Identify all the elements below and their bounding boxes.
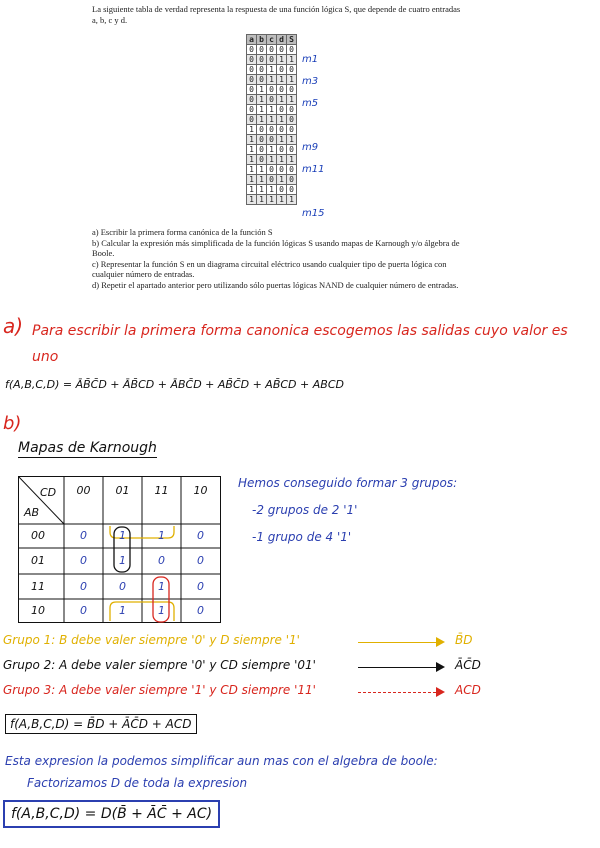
truth-table-row: [247, 125, 297, 135]
kmap-row-header: 11: [31, 579, 45, 593]
truth-table-cell: 0: [277, 185, 287, 195]
truth-table-cell: 1: [247, 195, 257, 205]
truth-table-cell: 0: [287, 165, 297, 175]
part-a-letter: a): [3, 314, 24, 338]
truth-table-cell: 1: [277, 95, 287, 105]
kmap-corner-ab: AB: [24, 506, 40, 519]
truth-table-cell: 0: [267, 165, 277, 175]
truth-table-cell: 0: [287, 115, 297, 125]
truth-table-cell: 1: [287, 55, 297, 65]
truth-table-cell: 0: [257, 45, 267, 55]
final-expression: f(A,B,C,D) = D(B̄ + ĀC̄ + AC): [3, 800, 220, 828]
truth-table-cell: 0: [247, 75, 257, 85]
truth-table-cell: 1: [287, 95, 297, 105]
truth-table-cell: 1: [277, 75, 287, 85]
truth-table-cell: 0: [247, 65, 257, 75]
truth-table-cell: 0: [277, 105, 287, 115]
group-2-arrow-head-icon: [436, 662, 445, 672]
truth-table-cell: 0: [287, 65, 297, 75]
truth-table-row: [247, 105, 297, 115]
truth-table-cell: 0: [277, 85, 287, 95]
truth-table-cell: 1: [247, 175, 257, 185]
truth-table-cell: 0: [257, 135, 267, 145]
task-c: c) Representar la función S en un diagrama circuital eléctrico usando cualquier tipo de puerta lógica con cualquier número de entradas.: [92, 258, 447, 279]
kmap-cell: 0: [197, 604, 204, 617]
canonical-expression: f(A,B,C,D) = ĀB̄C̄D + ĀB̄CD + ĀBC̄D + AB̄C̄D + AB̄CD + ABCD: [5, 378, 344, 391]
truth-table-cell: 1: [287, 195, 297, 205]
truth-table-row: [247, 155, 297, 165]
truth-table-cell: 0: [257, 125, 267, 135]
truth-table-cell: 1: [247, 185, 257, 195]
truth-table-cell: 0: [277, 65, 287, 75]
karnaugh-map: [18, 476, 221, 623]
truth-table-cell: 0: [257, 155, 267, 165]
truth-table-row: [247, 95, 297, 105]
truth-table-cell: 1: [267, 115, 277, 125]
problem-statement: La siguiente tabla de verdad representa la respuesta de una función lógica S, que depende de cuatro entradas a, b, c y d.: [92, 4, 461, 25]
truth-table-row: [247, 135, 297, 145]
truth-table-cell: 1: [257, 185, 267, 195]
truth-table-cell: 0: [247, 95, 257, 105]
truth-table-cell: 0: [287, 175, 297, 185]
truth-table-row: [247, 45, 297, 55]
truth-table-cell: 1: [257, 105, 267, 115]
truth-table-row: [247, 115, 297, 125]
truth-table-cell: 1: [277, 135, 287, 145]
kmap-cell: 0: [80, 579, 87, 593]
truth-table-cell: 1: [247, 155, 257, 165]
kmap-cell: 0: [80, 604, 87, 617]
truth-table-row: [247, 85, 297, 95]
truth-table-cell: 1: [247, 125, 257, 135]
truth-table-cell: 1: [277, 175, 287, 185]
kmap-col-header: 01: [115, 484, 130, 497]
truth-table-cell: 1: [287, 155, 297, 165]
truth-table-header-cell: a: [247, 35, 257, 45]
truth-table-row: [247, 195, 297, 205]
truth-table-cell: 0: [267, 135, 277, 145]
algebra-note-line-2: Factorizamos D de toda la expresion: [27, 776, 248, 790]
truth-table-cell: 0: [267, 95, 277, 105]
truth-table-cell: 0: [257, 55, 267, 65]
truth-table-cell: 0: [277, 125, 287, 135]
group-1-arrow-line: [358, 642, 436, 643]
minterm-label: m3: [302, 76, 319, 87]
truth-table-cell: 1: [257, 95, 267, 105]
kmap-cell: 1: [119, 529, 126, 542]
truth-table-cell: 1: [287, 75, 297, 85]
truth-table-row: [247, 165, 297, 175]
part-a-text: Para escribir la primera forma canonica escogemos las salidas cuyo valor es uno: [32, 323, 568, 365]
kmap-cell: 0: [119, 579, 126, 593]
truth-table-cell: 0: [247, 85, 257, 95]
truth-table-cell: 0: [257, 145, 267, 155]
part-b-letter: b): [3, 413, 22, 434]
truth-table-cell: 0: [267, 85, 277, 95]
truth-table-cell: 0: [287, 45, 297, 55]
truth-table-cell: 1: [247, 165, 257, 175]
group-2-arrow-line: [358, 667, 436, 668]
truth-table-cell: 1: [277, 195, 287, 205]
group-2-result: ĀC̄D: [455, 658, 481, 672]
kmap-row-header: 01: [31, 554, 45, 567]
kmap-row-header: 10: [31, 604, 45, 617]
truth-table-cell: 0: [287, 85, 297, 95]
truth-table-cell: 0: [247, 45, 257, 55]
task-d: d) Repetir el apartado anterior pero utilizando sólo puertas lógicas NAND de cualquier número de entradas.: [92, 279, 459, 290]
truth-table-cell: 0: [267, 125, 277, 135]
problem-block: [0, 0, 600, 305]
truth-table-cell: 1: [267, 195, 277, 205]
group-3-result: ACD: [455, 683, 481, 697]
algebra-note-line-1: Esta expresion la podemos simplificar aun mas con el algebra de boole:: [5, 754, 438, 768]
truth-table-cell: 0: [277, 165, 287, 175]
truth-table-row: [247, 65, 297, 75]
truth-table-cell: 1: [257, 165, 267, 175]
group-3-arrow-head-icon: [436, 687, 445, 697]
group-3-arrow-line: [358, 692, 436, 693]
task-a: a) Escribir la primera forma canónica de la función S: [92, 227, 273, 237]
minterm-label: m11: [302, 164, 325, 175]
task-list: [92, 227, 462, 290]
truth-table-cell: 0: [287, 125, 297, 135]
kmap-cell: 1: [119, 554, 126, 567]
truth-table-cell: 1: [267, 75, 277, 85]
kmap-cell: 1: [119, 604, 126, 617]
truth-table-header-cell: d: [277, 35, 287, 45]
truth-table-cell: 0: [247, 55, 257, 65]
minterm-label: m5: [302, 98, 319, 109]
group-1-arrow-head-icon: [436, 637, 445, 647]
truth-table-header: [247, 35, 297, 45]
truth-table-cell: 1: [277, 155, 287, 165]
truth-table-cell: 0: [267, 45, 277, 55]
kmap-cell: 0: [197, 579, 204, 593]
kmap-cell: 1: [158, 604, 165, 617]
truth-table-cell: 0: [287, 105, 297, 115]
truth-table-cell: 1: [267, 155, 277, 165]
group-2-text: Grupo 2: A debe valer siempre '0' y CD siempre '01': [3, 658, 316, 672]
truth-table-cell: 0: [247, 115, 257, 125]
kmap-heading: Mapas de Karnough: [18, 440, 157, 456]
kmap-col-header: 00: [76, 484, 91, 497]
truth-table-cell: 1: [247, 135, 257, 145]
kmap-cell: 0: [80, 554, 87, 567]
truth-table-cell: 0: [267, 175, 277, 185]
kmap-col-header: 10: [193, 484, 208, 497]
truth-table-header-cell: c: [267, 35, 277, 45]
truth-table-row: [247, 175, 297, 185]
group-note-pairs: -2 grupos de 2 '1': [252, 503, 358, 517]
group-note-title: Hemos conseguido formar 3 grupos:: [238, 476, 458, 490]
truth-table-cell: 1: [287, 135, 297, 145]
truth-table-cell: 1: [257, 115, 267, 125]
kmap-cell: 0: [197, 554, 204, 567]
group-1-text: Grupo 1: B debe valer siempre '0' y D siempre '1': [3, 633, 300, 647]
kmap-row-header: 00: [31, 529, 45, 542]
truth-table-cell: 1: [267, 145, 277, 155]
kmap-cell: 0: [158, 554, 165, 567]
group-1-result: B̄D: [455, 633, 473, 647]
kmap-cell: 1: [158, 529, 165, 542]
truth-table-cell: 0: [287, 145, 297, 155]
algebra-note: [5, 750, 438, 794]
group-3-text: Grupo 3: A debe valer siempre '1' y CD siempre '11': [3, 683, 316, 697]
truth-table: [246, 34, 297, 205]
kmap-cell: 0: [197, 529, 204, 542]
truth-table-cell: 0: [287, 185, 297, 195]
truth-table-row: [247, 145, 297, 155]
truth-table-cell: 0: [277, 145, 287, 155]
kmap-cell: 1: [158, 579, 165, 593]
minterm-label: m15: [302, 208, 325, 219]
truth-table-cell: 1: [267, 65, 277, 75]
truth-table-cell: 1: [277, 115, 287, 125]
truth-table-row: [247, 55, 297, 65]
truth-table-cell: 0: [257, 75, 267, 85]
truth-table-row: [247, 75, 297, 85]
truth-table-cell: 1: [277, 55, 287, 65]
group-note-quad: -1 grupo de 4 '1': [252, 530, 352, 544]
truth-table-cell: 0: [247, 105, 257, 115]
truth-table-row: [247, 185, 297, 195]
kmap-corner-cd: CD: [40, 486, 57, 499]
task-b: b) Calcular la expresión más simplificada de la función lógicas S usando mapas de Karnough y/o álgebra de Boole.: [92, 237, 460, 258]
truth-table-cell: 1: [267, 185, 277, 195]
truth-table-header-cell: b: [257, 35, 267, 45]
kmap-col-header: 11: [154, 484, 169, 497]
minterm-label: m9: [302, 142, 319, 153]
minterm-label: m1: [302, 54, 319, 65]
kmap-cell: 0: [80, 529, 87, 542]
truth-table-cell: 1: [267, 105, 277, 115]
truth-table-cell: 0: [277, 45, 287, 55]
truth-table-cell: 1: [257, 195, 267, 205]
truth-table-cell: 0: [257, 65, 267, 75]
truth-table-cell: 1: [257, 85, 267, 95]
truth-table-cell: 1: [247, 145, 257, 155]
group-notes: [238, 470, 457, 551]
truth-table-cell: 0: [267, 55, 277, 65]
truth-table-header-cell: S: [287, 35, 297, 45]
simplified-expression: f(A,B,C,D) = B̄D + ĀC̄D + ACD: [5, 714, 197, 734]
truth-table-cell: 1: [257, 175, 267, 185]
